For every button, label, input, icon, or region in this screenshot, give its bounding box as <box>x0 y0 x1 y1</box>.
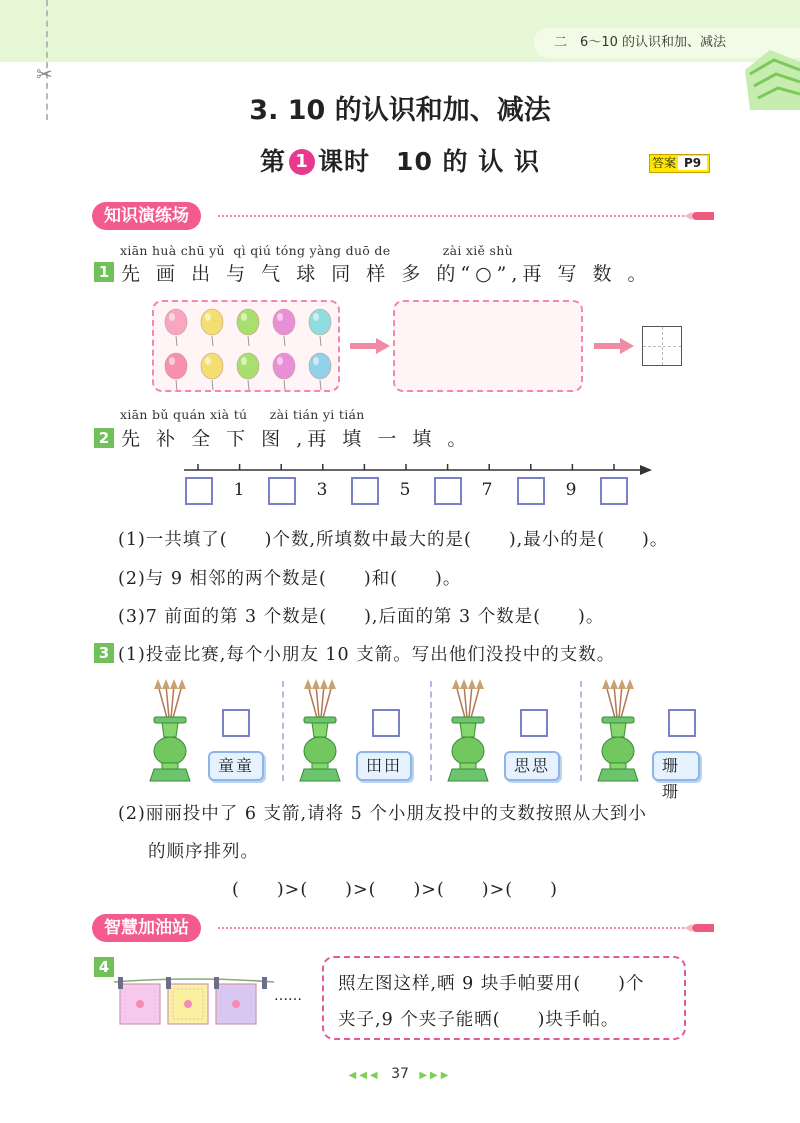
banner-divider <box>218 215 688 217</box>
drawing-area[interactable] <box>393 300 583 392</box>
clip-icon <box>166 977 171 989</box>
vase-illustration <box>438 677 498 787</box>
number-label: 3 <box>316 480 328 500</box>
balloon-icon <box>201 353 223 390</box>
blank-box[interactable] <box>185 477 213 505</box>
blank-box[interactable] <box>222 709 250 737</box>
q2-sub3: (3)7 前面的第 3 个数是( ),后面的第 3 个数是( )。 <box>118 607 605 627</box>
vase-illustration <box>588 677 648 787</box>
number-label: 1 <box>233 480 245 500</box>
handkerchiefs-illustration <box>114 972 284 1032</box>
number-line-row <box>0 477 800 507</box>
arrow-right-icon <box>350 338 390 354</box>
blank-box[interactable] <box>434 477 462 505</box>
section-banner-challenge: 智慧加油站 <box>92 914 201 942</box>
vase-row <box>140 677 700 801</box>
balloon-icon <box>309 353 331 390</box>
banner-divider <box>218 927 688 929</box>
clip-icon <box>118 977 123 989</box>
page-number: 37 <box>391 1066 409 1082</box>
balloon-box <box>152 300 340 392</box>
balloon-icon <box>201 309 223 346</box>
lesson-title: 第 1 课时 10 的 认 识 <box>260 147 540 176</box>
arrow-right-icon <box>594 338 634 354</box>
pencil-icon <box>692 924 714 932</box>
handkerchief-icon <box>216 984 256 1024</box>
question-number: 3 <box>94 643 114 663</box>
name-tag: 思思 <box>504 751 560 781</box>
number-label: 9 <box>565 480 577 500</box>
section-banner-practice: 知识演练场 <box>92 202 201 230</box>
divider <box>430 681 432 781</box>
blank-box[interactable] <box>268 477 296 505</box>
number-label: 5 <box>399 480 411 500</box>
handkerchief-icon <box>120 984 160 1024</box>
balloons-illustration <box>154 302 338 390</box>
clip-icon <box>262 977 267 989</box>
balloon-icon <box>237 309 259 346</box>
blank-box[interactable] <box>600 477 628 505</box>
name-tag: 田田 <box>356 751 412 781</box>
q3-sub2-line1: (2)丽丽投中了 6 支箭,请将 5 个小朋友投中的支数按照从大到小 <box>118 804 647 824</box>
question-number: 2 <box>94 428 114 448</box>
question-number: 1 <box>94 262 114 282</box>
blank-box[interactable] <box>520 709 548 737</box>
q1-text: 先 画 出 与 气 球 同 样 多 的“○”,再 写 数 。 <box>121 263 652 285</box>
chapter-tab: 二 6～10 的认识和加、减法 <box>534 28 800 58</box>
q1-pinyin: xiān huà chū yǔ qì qiú tóng yàng duō de zài xiě shù <box>120 243 513 258</box>
ellipsis: …… <box>274 988 302 1004</box>
balloon-icon <box>273 309 295 346</box>
answer-reference: 答案 P9 <box>649 154 710 173</box>
balloon-icon <box>273 353 295 390</box>
balloon-icon <box>165 309 187 346</box>
scissors-icon: ✂ <box>36 62 53 86</box>
blank-box[interactable] <box>351 477 379 505</box>
lesson-number-badge: 1 <box>289 149 315 175</box>
q2-sub1: (1)一共填了( )个数,所填数中最大的是( ),最小的是( )。 <box>118 530 669 550</box>
q2-sub2: (2)与 9 相邻的两个数是( )和( )。 <box>118 569 462 589</box>
balloon-icon <box>309 309 331 346</box>
q2-pinyin: xiān bǔ quán xià tú zài tián yi tián <box>120 407 365 422</box>
vase-illustration <box>140 677 200 787</box>
divider <box>282 681 284 781</box>
divider <box>580 681 582 781</box>
order-line: ( )>( )>( )>( )>( ) <box>232 880 558 900</box>
page-footer: ◀◀◀ 37 ▶▶▶ <box>348 1066 452 1082</box>
q4-line1: 照左图这样,晒 9 块手帕要用( )个 <box>338 974 645 994</box>
vase-illustration <box>290 677 350 787</box>
q4-line2: 夹子,9 个夹子能晒( )块手帕。 <box>338 1010 620 1030</box>
name-tag: 童童 <box>208 751 264 781</box>
balloon-icon <box>165 353 187 390</box>
balloon-icon <box>237 353 259 390</box>
blank-box[interactable] <box>372 709 400 737</box>
blank-box[interactable] <box>668 709 696 737</box>
clip-icon <box>214 977 219 989</box>
name-tag: 珊珊 <box>652 751 700 781</box>
q4-speech-box <box>322 956 686 1040</box>
question-number: 4 <box>94 957 114 977</box>
number-label: 7 <box>481 480 493 500</box>
q3-sub2-line2: 的顺序排列。 <box>148 842 259 862</box>
q2-text: 先 补 全 下 图 ,再 填 一 填 。 <box>121 428 472 450</box>
handkerchief-icon <box>168 984 208 1024</box>
write-number-box[interactable] <box>642 326 682 366</box>
chapter-title: 3. 10 的认识和加、减法 <box>249 95 551 126</box>
pencil-icon <box>692 212 714 220</box>
blank-box[interactable] <box>517 477 545 505</box>
q3-sub1: (1)投壶比赛,每个小朋友 10 支箭。写出他们没投中的支数。 <box>118 645 616 665</box>
